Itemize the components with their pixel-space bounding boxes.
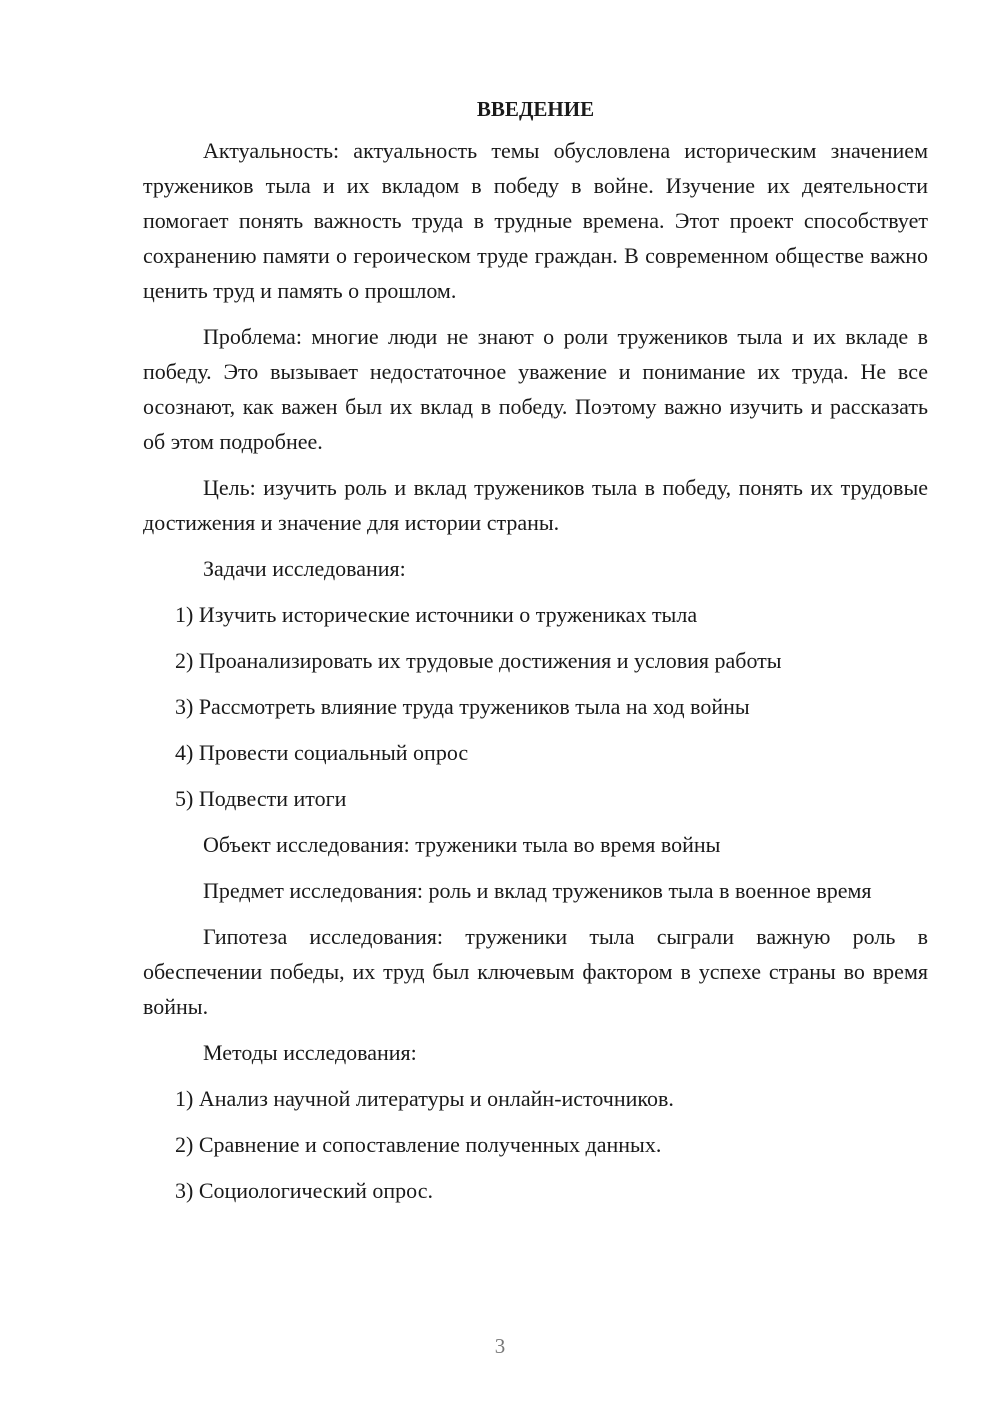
task-item: 2) Проанализировать их трудовые достижения и условия работы — [175, 648, 782, 673]
task-item: 1) Изучить исторические источники о тружениках тыла — [175, 602, 698, 627]
problem-paragraph: Проблема: многие люди не знают о роли тружеников тыла и их вкладе в победу. Это вызывает недостаточное уважение и понимание их труда. Не все осознают, как важен был их вклад в победу. Поэтому важно изучить и рассказать об этом подробнее. — [143, 324, 928, 454]
page-title: ВВЕДЕНИЕ — [476, 97, 595, 121]
task-item: 5) Подвести итоги — [175, 786, 347, 811]
document-page — [143, 92, 928, 1219]
method-item: 2) Сравнение и сопоставление полученных данных. — [175, 1132, 662, 1157]
method-item: 1) Анализ научной литературы и онлайн-источников. — [175, 1086, 674, 1111]
relevance-paragraph: Актуальность: актуальность темы обусловлена историческим значением тружеников тыла и их вкладом в победу в войне. Изучение их деятельности помогает понять важность труда в трудные времена. Этот проект способствует сохранению памяти о героическом труде граждан. В современном обществе важно ценить труд и память о прошлом. — [143, 138, 928, 303]
methods-heading: Методы исследования: — [203, 1040, 417, 1065]
hypothesis-paragraph: Гипотеза исследования: труженики тыла сыграли важную роль в обеспечении победы, их труд был ключевым фактором в успехе страны во время войны. — [143, 924, 928, 1019]
task-item: 3) Рассмотреть влияние труда тружеников тыла на ход войны — [175, 694, 750, 719]
object-paragraph: Объект исследования: труженики тыла во время войны — [203, 832, 721, 857]
task-item: 4) Провести социальный опрос — [175, 740, 469, 765]
goal-paragraph: Цель: изучить роль и вклад тружеников тыла в победу, понять их трудовые достижения и значение для истории страны. — [143, 475, 928, 535]
method-item: 3) Социологический опрос. — [175, 1178, 433, 1203]
tasks-heading: Задачи исследования: — [203, 556, 406, 581]
page-number: 3 — [494, 1334, 506, 1358]
subject-paragraph: Предмет исследования: роль и вклад тружеников тыла в военное время — [203, 878, 872, 903]
